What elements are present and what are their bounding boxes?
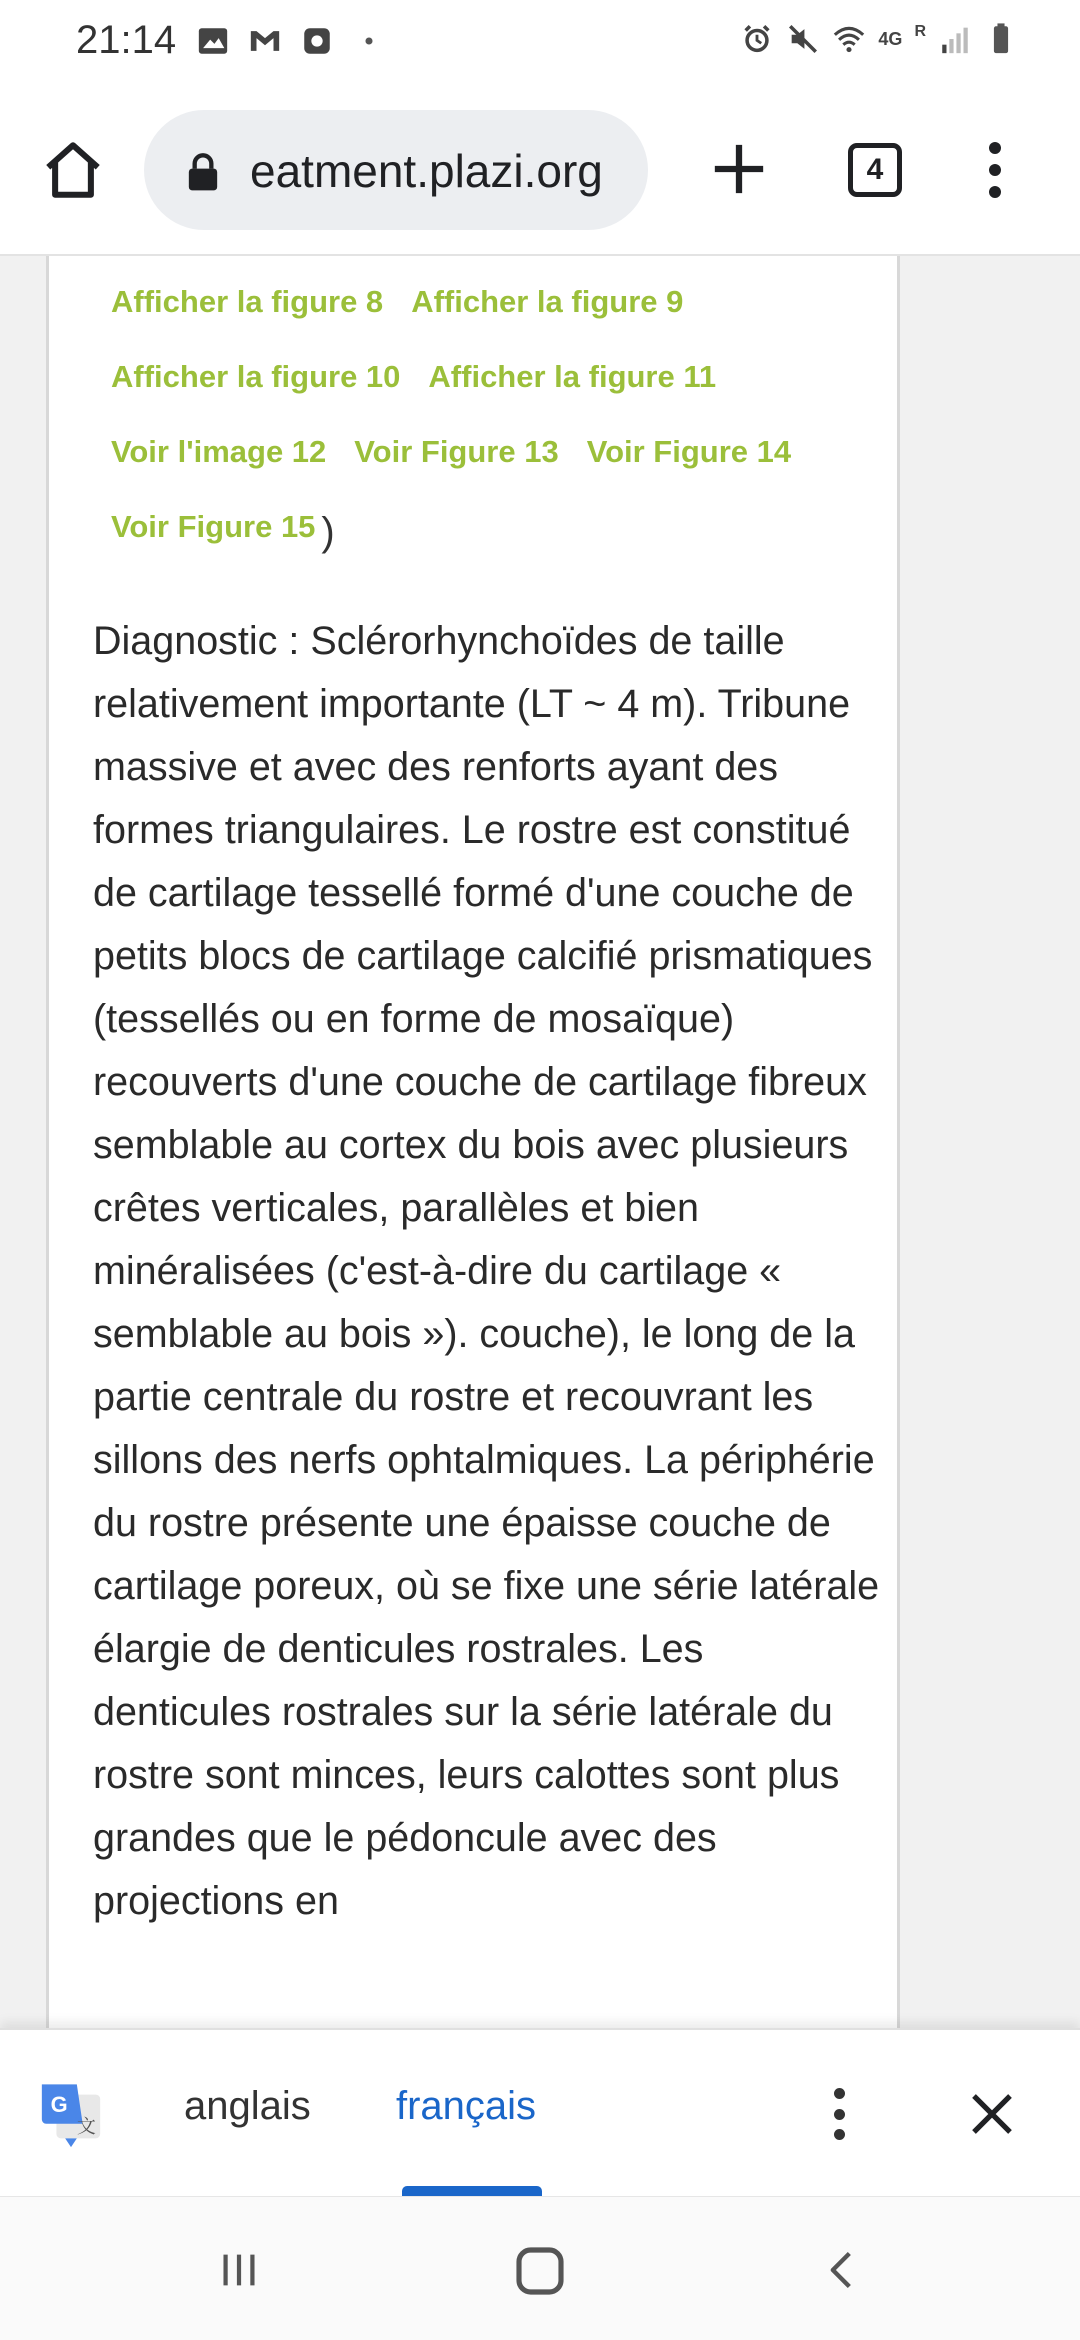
translate-options-button[interactable] (832, 2088, 846, 2140)
app-notification-icon (300, 24, 334, 58)
mute-icon (786, 22, 820, 56)
wifi-icon (832, 22, 866, 56)
gmail-icon (248, 24, 282, 58)
url-text[interactable]: eatment.plazi.org (250, 145, 603, 197)
close-icon[interactable] (968, 2090, 1016, 2138)
content-card (46, 256, 900, 2028)
battery-icon (984, 22, 1018, 56)
diagnostic-paragraph: Diagnostic : Sclérorhynchoïdes de taille relativement importante (LT ~ 4 m). Tribune massive et avec des renforts ayant des formes triangulaires. Le rostre est constitué de cartilage tessellé formé d'une couche de petits blocs de cartilage calcifié prismatiques (tessellés ou en forme de mosaïque) recouverts d'une couche de cartilage fibreux semblable au cortex du bois avec plusieurs crêtes verticales, parallèles et bien minéralisées (c'est-à-dire du cartilage « semblable au bois »). couche), le long de la partie centrale du rostre et recouvrant les sillons des nerfs ophtalmiques. La périphérie du rostre présente une épaisse couche de cartilage poreux, où se fixe une série latérale élargie de denticules rostrales. Les denticules rostrales sur la série latérale du rostre sont minces, leurs calottes sont plus grandes que le pédoncule avec des projections en (93, 619, 880, 1923)
gallery-icon (196, 24, 230, 58)
figure-link[interactable]: Afficher la figure 8 (111, 283, 384, 319)
figure-link[interactable]: Voir Figure 15 (111, 508, 316, 544)
active-tab-indicator (402, 2186, 542, 2196)
figure-links-row (111, 489, 871, 564)
browser-toolbar (0, 84, 1080, 256)
recent-apps-icon[interactable] (214, 2247, 264, 2293)
google-translate-icon (36, 2080, 106, 2150)
status-system-icons (740, 22, 1018, 56)
figure-links-row (111, 414, 871, 489)
figure-link[interactable]: Afficher la figure 9 (411, 283, 684, 319)
figure-links-row (111, 264, 871, 339)
alarm-icon (740, 22, 774, 56)
roaming-indicator: R (914, 23, 926, 40)
browser-menu-button[interactable] (988, 142, 1002, 198)
tab-count: 4 (866, 153, 884, 186)
figure-links-close-paren: ) (321, 510, 335, 554)
page-viewport[interactable] (0, 256, 1080, 2028)
figure-links-row (111, 339, 871, 414)
dot-icon (352, 24, 386, 58)
status-time: 21:14 (76, 18, 177, 62)
status-notification-icons (196, 24, 386, 58)
back-icon[interactable] (820, 2245, 864, 2295)
svg-text:G: G (50, 2092, 68, 2118)
target-language-tab[interactable]: français (396, 2084, 537, 2128)
new-tab-icon[interactable] (710, 140, 768, 198)
nav-home-icon[interactable] (512, 2243, 568, 2299)
figure-link[interactable]: Voir Figure 14 (586, 433, 792, 469)
figure-link[interactable]: Afficher la figure 10 (111, 358, 401, 394)
network-4g-icon: 4G (878, 29, 903, 49)
figure-links (111, 264, 871, 564)
signal-icon (938, 22, 972, 56)
svg-text:文: 文 (76, 2115, 96, 2138)
address-bar[interactable] (144, 110, 648, 230)
status-bar (0, 0, 1080, 84)
figure-link[interactable]: Afficher la figure 11 (428, 358, 717, 394)
system-nav-bar (0, 2196, 1080, 2340)
lock-icon[interactable] (186, 152, 220, 192)
figure-link[interactable]: Voir Figure 13 (354, 433, 559, 469)
source-language-tab[interactable]: anglais (184, 2084, 311, 2128)
translate-bar (0, 2028, 1080, 2196)
home-icon[interactable] (40, 137, 106, 203)
tab-switcher-button[interactable] (848, 143, 902, 197)
figure-link[interactable]: Voir l'image 12 (111, 433, 327, 469)
